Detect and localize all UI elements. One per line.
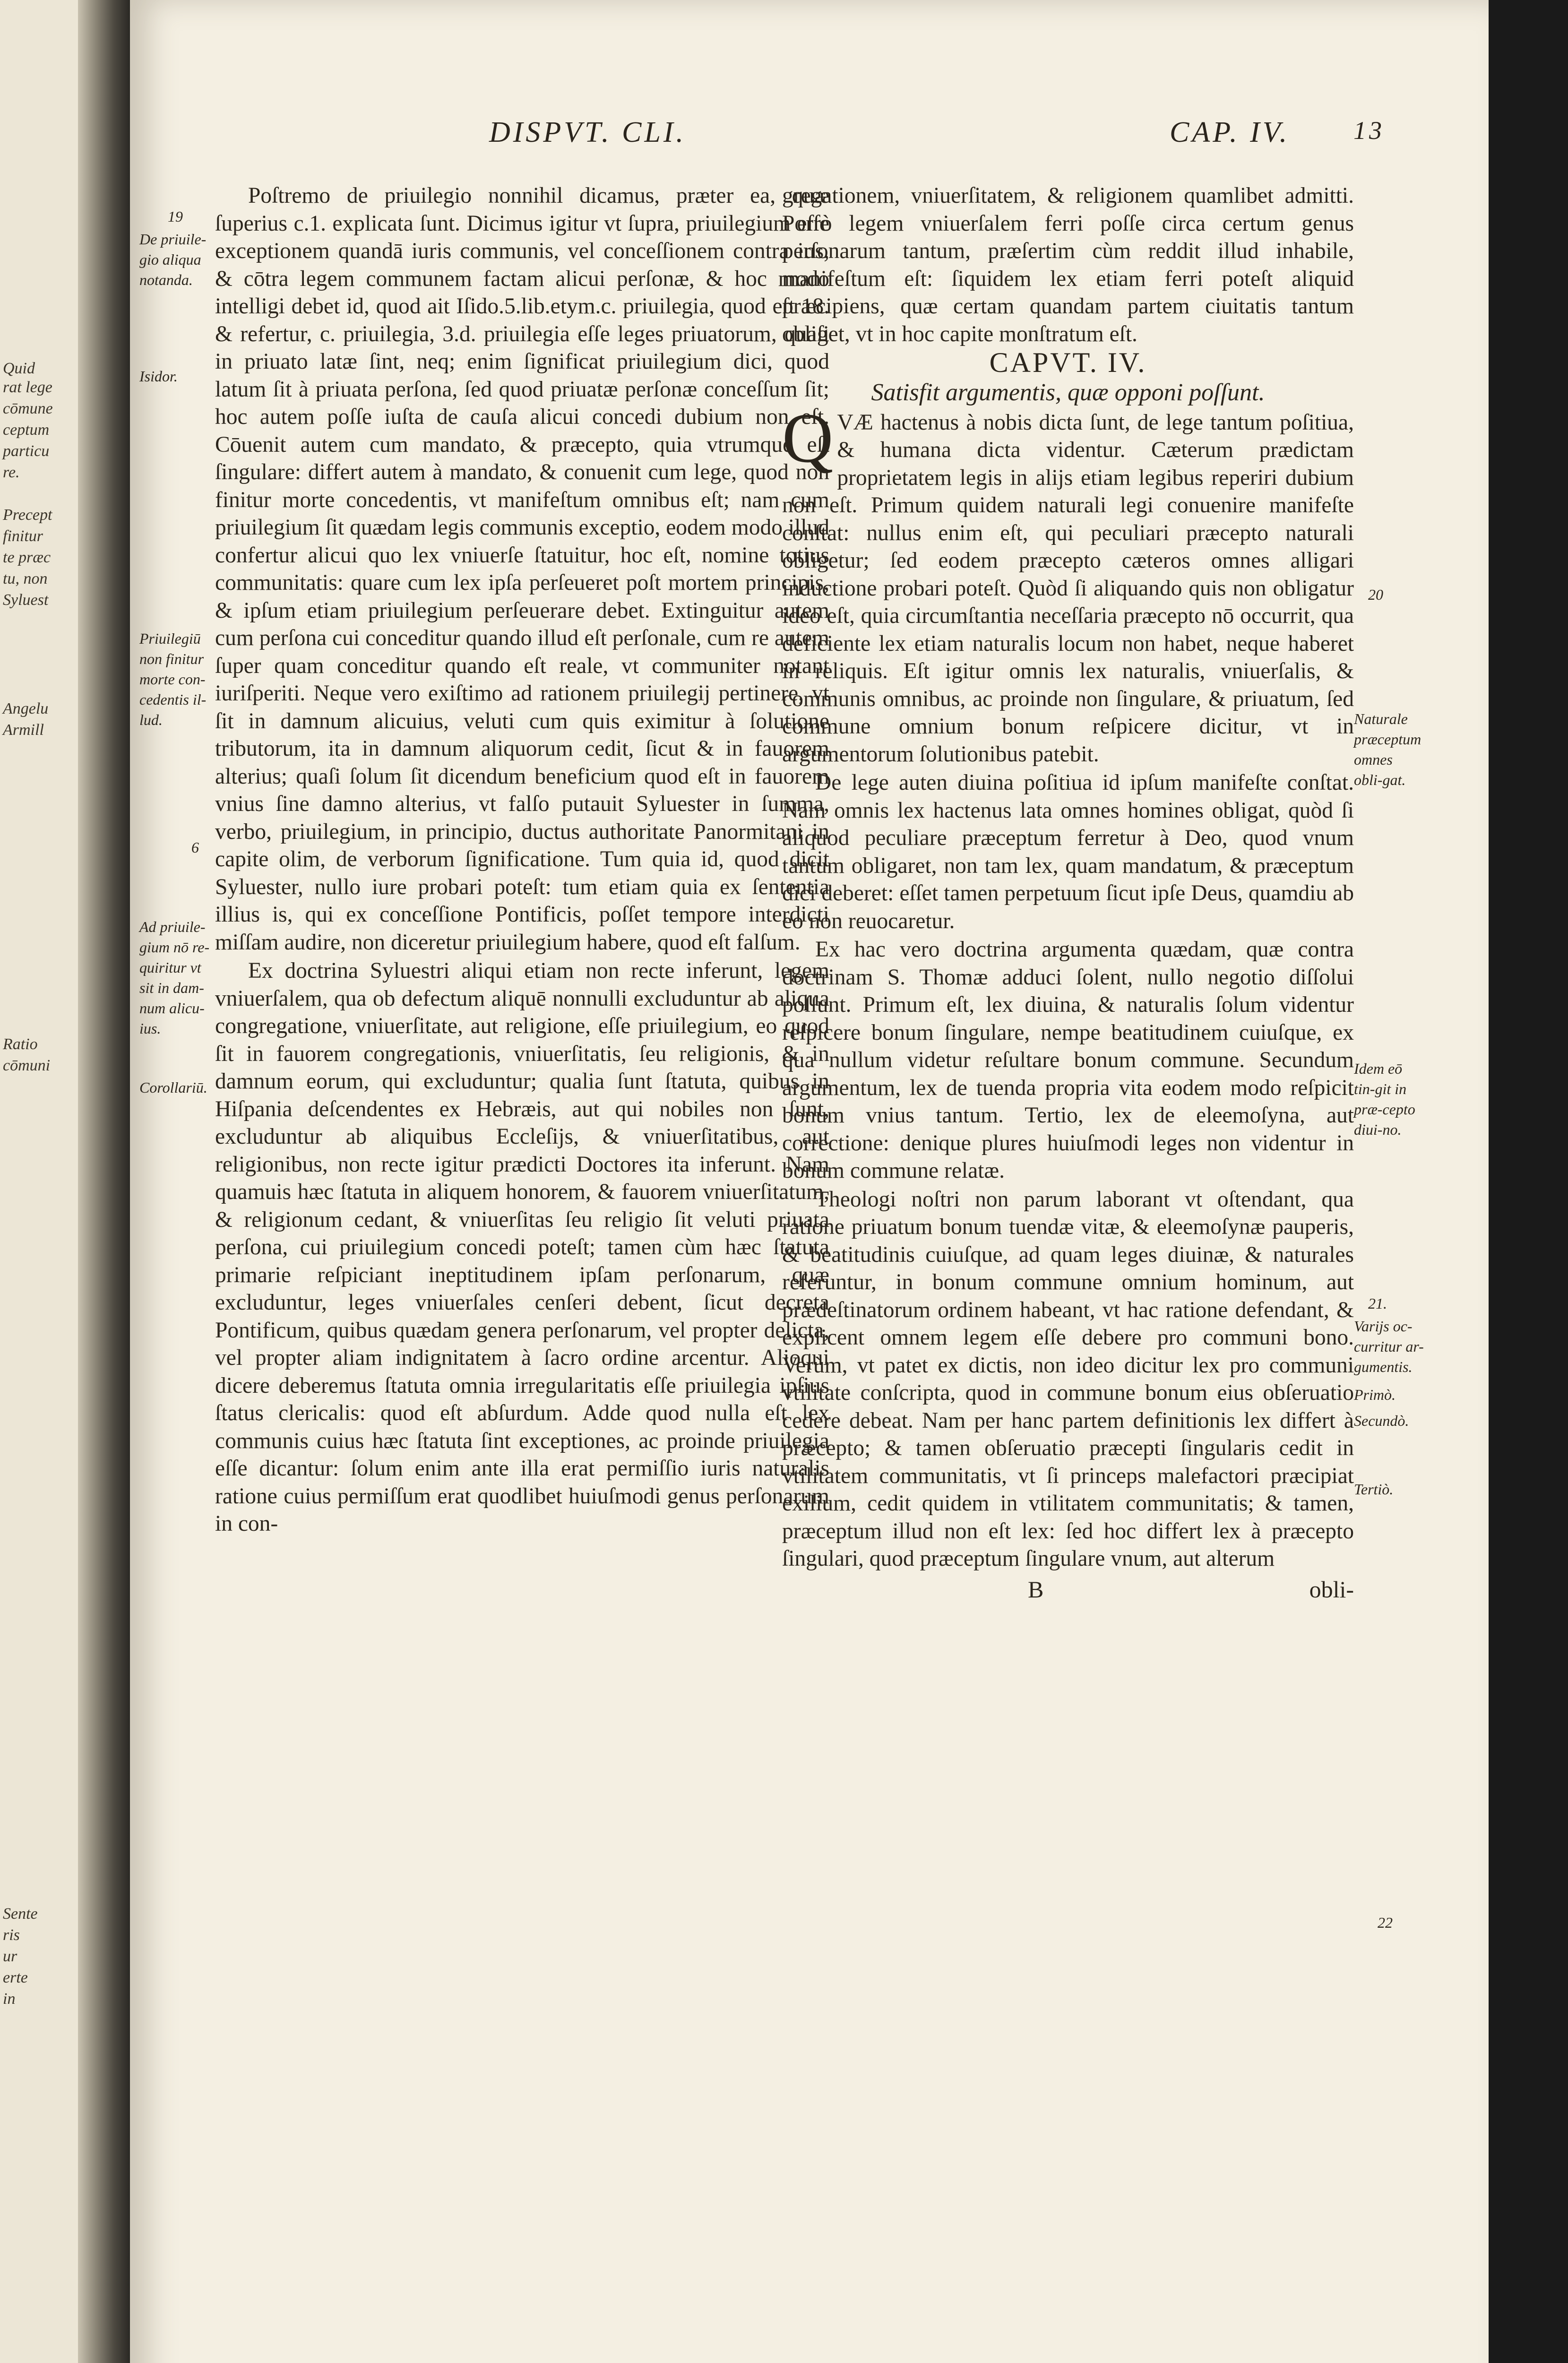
text-column-left (215, 182, 829, 1538)
margin-note: De priuile-gio aliqua notanda. (139, 231, 207, 288)
margin-note: Tertiò. (1354, 1481, 1394, 1498)
facing-fragment: Ratio (3, 1035, 38, 1053)
margin-note: Idem eō tin-git in præ-cepto diui-no. (1354, 1060, 1415, 1138)
facing-fragment: cōmune (3, 400, 53, 417)
facing-fragment: ceptum (3, 421, 50, 439)
running-header (357, 116, 1385, 154)
margin-note: Isidor. (139, 368, 178, 385)
margin-note: Secundò. (1354, 1412, 1409, 1429)
facing-fragment: Quid (3, 360, 35, 377)
facing-fragment: cōmuni (3, 1057, 51, 1074)
margin-note: Primò. (1354, 1386, 1396, 1403)
paragraph: Ex hac vero doctrina argumenta quædam, quæ contra doctrinam S. Thomæ adduci ſolent, nullo negotio diſſolui poſſunt. Primum eſt, lex diuina, & naturalis ſolum videntur reſpicere bonum ſingulare, nempe beatitudinem cuiuſque, ex qua nullum videtur reſultare bonum commune. Secundum argumentum, lex de tuenda propria vita eodem modo reſpicit bonum vnius tantum. Tertio, lex de eleemoſyna, aut correctione: denique plures huiuſmodi leges non videntur in bonum commune relatæ. (782, 937, 1354, 1183)
paragraph: Poſtremo de priuilegio nonnihil dicamus, præter ea, quæ ſuperius c.1. explicata ſunt. Dicimus igitur vt ſupra, priuilegium eſſe exceptionem quandā iuris communis, vel conceſſionem contra ius, & cōtra legem communem factam alicui perſonæ, & hoc modo intelligi debet id, quod ait Iſido.5.lib.etym.c. priuilegia, quod eſt 18. & refertur, c. priuilegia, 3.d. priuilegia eſſe leges priuatorum, quaſi in priuato latæ ſint, neq; enim ſignificat priuilegium dici, quod latum ſit à priuata perſona, ſed quod priuatæ perſonæ conceſſum ſit; hoc autem poſſe iuſta de cauſa alicui concedi dubium non eſt. Cōuenit autem cum mandato, & præcepto, quia vtrumque eſt ſingulare: differt autem à mandato, & conuenit cum lege, quod non finitur morte concedentis, vt manifeſtum omnibus eſt; nam cum priuilegium ſit quædam legis communis exceptio, eodem modo illud confertur alicui quo lex vniuerſe ſtatuitur, hoc eſt, nomine totius communitatis: quare cum lex ipſa perſeueret poſt mortem principis, & ipſum etiam priuilegium perſeuerare debet. Extinguitur autem cum perſona cui conceditur quando illud eſt perſonale, cum re autem ſuper quam conceditur quando eſt reale, vt communiter notant iuriſperiti. Neque vero exiſtimo ad rationem priuilegij pertinere, vt ſit in damnum alicuius, veluti cum quis eximitur à ſolutione tributorum, ita in damnum aliquorum cedit, ſicut & in fauorem alterius; quaſi ſolum ſit dicendum beneficium quod eſt in fauorem vnius ſine damno alterius, vt falſo putauit Syluester in ſumma, verbo, priuilegium, in principio, ductus authoritate Panormitani in capite olim, de verborum ſignificatione. Tum quia id, quod dicit Syluester, nullo iure probari poteſt: tum etiam quia ex ſententia illius is, qui ex conceſſione Pontificis, poſſet tempore interdicti miſſam audire, non diceretur priuilegium habere, quod eſt falſum. (215, 183, 829, 955)
book-page (130, 0, 1489, 2363)
paragraph (782, 398, 1354, 768)
drop-capital: Q (782, 398, 834, 477)
facing-fragment: particu (3, 442, 50, 460)
header-right: CAP. IV. (1170, 116, 1290, 148)
chapter-subtitle: Satisfit argumentis, quæ opponi poſſunt. (871, 379, 1265, 406)
paragraph-text: VÆ hactenus à nobis dicta ſunt, de lege tantum poſitiua, & humana dicta videntur. Cæterum prædictam proprietatem legis in alijs etiam legibus reperiri dubium non eſt. Primum quidem naturali legi conuenire manifeſte conſtat: nullus enim eſt, qui peculiari præcepto naturali obligetur; ſed eodem præcepto cæteros omnes alligari inductione probari poteſt. Quòd ſi aliquando quis non obligatur ideo eſt, quia circumſtantia neceſſaria præcepto nō occurrit, qua deficiente lex etiam naturalis locum non habet, neque haberet in reliquis. Eſt igitur omnis lex naturalis, vniuerſalis, & communis omnibus, ac proinde non ſingulare, & priuatum, ſed commune omnium bonum reſpicere dicitur, vt in argumentorum ſolutionibus patebit. (782, 410, 1354, 767)
margin-number: 6 (191, 839, 199, 856)
paragraph: Ex doctrina Syluestri aliqui etiam non recte inferunt, legem vniuerſalem, qua ob defectum aliquē nonnulli excluduntur ab aliqua congregatione, vniuerſitate, aut religione, eſſe priuilegium, eo quod ſit in fauorem congregationis, vniuerſitatis, ſeu religionis, & in damnum eorum, qui excluduntur; qualia ſunt ſtatuta, quibus in Hiſpania deſcendentes ex Hebræis, aut qui nobiles non ſunt, excluduntur ab aliquibus Eccleſijs, & vniuerſitatibus, aut religionibus, non recte igitur prædicti Doctores ita inferunt. Nam quamuis hæc ſtatuta in aliquem honorem, & fauorem vniuerſitatum, & religionum cedant, & vniuerſitas ſeu religio ſit veluti priuata perſona, cui priuilegium concedi poteſt; tamen cùm hæc ſtatuta primarie reſpiciant ineptitudinem ipſam perſonarum, quæ excluduntur, leges vniuerſales cenſeri debent, ſicut decreta Pontificum, quibus quædam genera perſonarum, vel propter delicta, vel propter aliam indignitatem à ſacro ordine arcentur. Alioqui dicere deberemus ſtatuta omnia irregularitatis eſſe priuilegia ipſius ſtatus clericalis: quod eſt abſurdum. Adde quod nulla eſt lex communis cuius hæc ſtatuta ſint exceptiones, ac proinde priuilegia eſſe dicantur: ſolum enim ante illa erat permiſſio iuris naturalis ratione cuius permiſſum erat quodlibet huiuſmodi genus perſonarum in con- (215, 958, 829, 1536)
margin-note: Corollariū. (139, 1079, 207, 1096)
margin-note: Priuilegiū non finitur morte con-cedentis il-lud. (139, 630, 207, 728)
catchword: obli- (1309, 1576, 1354, 1603)
facing-fragment: Armill (3, 721, 44, 739)
book-gutter (78, 0, 130, 2363)
margin-number: 22 (1378, 1914, 1393, 1931)
facing-fragment: in (3, 1990, 16, 2008)
facing-fragment: re. (3, 464, 20, 481)
header-left: DISPVT. CLI. (489, 116, 687, 148)
facing-fragment: Angelu (3, 700, 49, 717)
facing-fragment: ur (3, 1948, 17, 1965)
paragraph: gregationem, vniuerſitatem, & religionem quamlibet admitti. Porrò legem vniuerſalem ferri poſſe circa certum genus perſonarum tantum, præſertim cùm reddit illud inhabile, manifeſtum eſt: ſiquidem lex etiam ferri poteſt aliquid præcipiens, quæ certam quandam partem ciuitatis tantum obliget, vt in hoc capite monſtratum eſt. (782, 183, 1354, 346)
facing-fragment: tu, non (3, 570, 48, 587)
margin-number: 21. (1368, 1295, 1387, 1312)
facing-fragment: ris (3, 1926, 20, 1944)
facing-fragment: Sente (3, 1905, 38, 1923)
page-number: 13 (1353, 116, 1385, 145)
paragraph: Theologi noſtri non parum laborant vt oſtendant, qua ratione priuatum bonum tuendæ vitæ, & eleemoſynæ pauperis, & beatitudinis cuiuſque, ad quam leges diuinæ, & naturales referuntur, in bonum commune omnium hominum, aut prædeſtinatorum ordinem habeant, vt hac ratione defendant, & explicent omnem legem eſſe debere pro communi bono. Verùm, vt patet ex dictis, non ideo dicitur lex pro communi vtilitate conſcripta, quod in commune bonum eius obſeruatio cedere debeat. Nam per hanc partem definitionis lex differt à præcepto; & tamen obſeruatio præcepti ſingularis cedit in vtilitatem communitatis, vt ſi princeps malefactori præcipiat exilium, cedit quidem in vtilitatem communitatis; & tamen, præceptum illud non eſt lex: ſed hoc differt lex à præcepto ſingulari, quod præceptum ſingulare vnum, aut alterum (782, 1187, 1354, 1571)
facing-fragment: Syluest (3, 591, 49, 609)
facing-fragment: rat lege (3, 379, 52, 396)
signature-mark: B (1028, 1576, 1044, 1603)
page-footer (782, 1576, 1354, 1604)
paragraph: De lege auten diuina poſitiua id ipſum manifeſte conſtat. Nam omnis lex hactenus lata omnes homines obligat, quòd ſi aliquod peculiare præceptum ferretur à Deo, quod vnum tantum obligaret, non tam lex, quam mandatum, & præceptum dici deberet: eſſet tamen perpetuum ſicut ipſe Deus, quamdiu ab eo non reuocaretur. (782, 770, 1354, 933)
chapter-title: CAPVT. IV. (989, 347, 1147, 378)
text-column-right (782, 182, 1354, 1603)
facing-fragment: te præc (3, 549, 51, 566)
margin-note: Ad priuile-gium nō re-quiritur vt sit in dam-num alicu-ius. (139, 918, 210, 1037)
facing-page-edge (0, 0, 78, 2363)
margin-note: Varijs oc-curritur ar-gumentis. (1354, 1318, 1424, 1375)
margin-note: Naturale præceptum omnes obli-gat. (1354, 710, 1422, 788)
margin-number: 19 (168, 208, 183, 225)
margin-number: 20 (1368, 586, 1383, 603)
facing-fragment: Precept (3, 506, 52, 524)
facing-fragment: erte (3, 1969, 28, 1986)
facing-fragment: finitur (3, 527, 43, 545)
